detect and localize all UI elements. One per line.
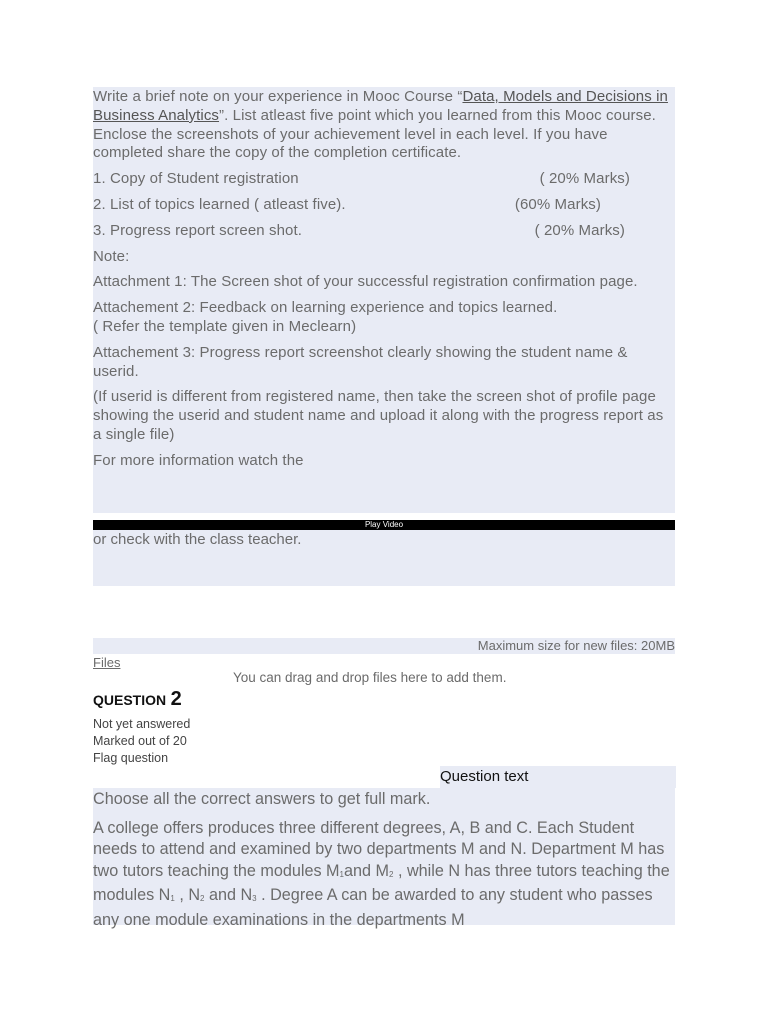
subscript: 2 [389, 869, 394, 879]
question-text-header: Question text [440, 766, 676, 788]
subscript: 3 [252, 894, 257, 903]
attachment-2-line-2: ( Refer the template given in Meclearn) [93, 317, 357, 335]
body-text: A college offers produces three different degrees, A, B and C. Each Student needs to attend and examined by two departments M and N. Department M has two tutors teaching the modules M [93, 818, 665, 880]
question-2-instruction: Choose all the correct answers to get full mark. [93, 790, 431, 808]
subscript: 2 [200, 894, 205, 903]
intro-text: Write a brief note on your experience in Mooc Course “ [93, 88, 463, 105]
marks-row-topics [93, 196, 675, 215]
userid-note: (If userid is different from registered name, then take the screen shot of profile page showing the userid and student name and upload it along with the progress report as a single file) [93, 388, 664, 443]
marks-row-registration [93, 170, 675, 189]
note-label: Note: [93, 247, 130, 265]
files-link[interactable]: Files [93, 655, 121, 670]
item-label: 2. List of topics learned ( atleast five). [93, 195, 346, 213]
question-2-text [93, 789, 677, 938]
body-text: . Degree A can be awarded to any student who passes any one module examinations in the departments M [93, 886, 653, 929]
attachment-1-text: Attachment 1: The Screen shot of your successful registration confirmation page. [93, 273, 638, 291]
drop-zone-hint[interactable]: You can drag and drop files here to add them. [233, 670, 507, 685]
after-video-text: or check with the class teacher. [93, 531, 302, 548]
more-info-text: For more information watch the [93, 451, 304, 469]
item-marks: ( 20% Marks) [539, 170, 630, 188]
item-marks: ( 20% Marks) [534, 221, 625, 239]
attachment-3-text: Attachement 3: Progress report screenshot clearly showing the student name & userid. [93, 343, 628, 380]
question-label: QUESTION [93, 692, 167, 708]
play-video-label: Play Video [364, 520, 404, 529]
question-1-intro [93, 88, 675, 163]
question-2-heading [93, 688, 182, 711]
body-text: and M [344, 861, 389, 880]
answer-status: Not yet answered [93, 717, 191, 731]
attachment-2-line-1: Attachement 2: Feedback on learning experience and topics learned. [93, 299, 558, 317]
question-2-body [93, 818, 677, 932]
marks-row-progress [93, 222, 675, 241]
item-marks: (60% Marks) [514, 195, 601, 213]
flag-question-link[interactable]: Flag question [93, 751, 169, 765]
max-size-text: Maximum size for new files: 20MB [477, 638, 675, 653]
body-text: , while N has three tutors teaching the modules N [93, 861, 670, 904]
body-text: , N [174, 886, 201, 904]
subscript: 1 [339, 869, 344, 879]
subscript: 1 [170, 894, 175, 903]
question-2-info [93, 716, 190, 767]
intro-text-continued: ”. List atleast five point which you learned from this Mooc course. Enclose the screenshots of your achievement level in each level. If you have completed share the copy of the completion certificate. [93, 106, 656, 162]
marked-out-of: Marked out of 20 [93, 734, 187, 748]
play-video-button[interactable] [93, 520, 675, 530]
question-number: 2 [170, 688, 182, 710]
item-label: 3. Progress report screen shot. [93, 221, 303, 239]
course-link[interactable]: Data, Models and Decisions in Business Analytics [93, 88, 668, 124]
attachment-2-text [93, 299, 675, 337]
body-text: and N [204, 886, 253, 904]
question-1-text [93, 88, 675, 478]
item-label: 1. Copy of Student registration [93, 170, 299, 188]
